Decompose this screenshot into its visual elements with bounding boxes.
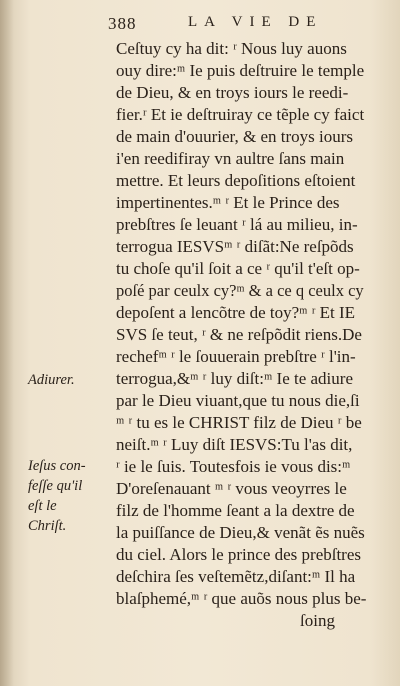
gutter-shadow: [0, 0, 14, 686]
text-line: deſchira ſes veſtemẽtz,diſant:ᵐ Il ha: [116, 567, 356, 586]
text-line: de main d'ouurier, & en troys iours: [116, 127, 354, 146]
text-line: neiſt.ᵐ ʳ Luy diſt IESVS:Tu l'as dit,: [116, 435, 353, 454]
margin-note-line: Ieſus con-: [28, 458, 86, 474]
text-line: prebſtres ſe leuant ʳ lá au milieu, in-: [116, 215, 358, 234]
text-line: ᵐ ʳ tu es le CHRIST filz de Dieu ʳ be: [116, 413, 362, 432]
text-line: terrogua,&ᵐ ʳ luy diſt:ᵐ Ie te adiure: [116, 369, 353, 388]
text-line: fier.ʳ Et ie deſtruiray ce tẽple cy faict: [116, 105, 365, 124]
catchword: ſoing: [300, 611, 335, 630]
text-line: la puiſſance de Dieu,& venãt ẽs nuẽs: [116, 523, 365, 542]
text-line: du ciel. Alors le prince des prebſtres: [116, 545, 362, 564]
text-line: SVS ſe teut, ʳ & ne reſpõdit riens.De: [116, 325, 362, 344]
text-line: impertinentes.ᵐ ʳ Et le Prince des: [116, 193, 340, 212]
text-line: Ceſtuy cy ha dit: ʳ Nous luy auons: [116, 39, 347, 58]
text-line: rechefᵐ ʳ le ſouuerain prebſtre ʳ l'in-: [116, 347, 356, 366]
running-title: LA VIE DE: [188, 14, 323, 30]
page-header: [108, 14, 360, 36]
text-line: blaſphemé,ᵐ ʳ que auõs nous plus be-: [116, 589, 367, 608]
text-line: terrogua IESVSᵐ ʳ diſãt:Ne reſpõds: [116, 237, 354, 256]
text-line: tu choſe qu'il ſoit a ce ʳ qu'il t'eſt op-: [116, 259, 360, 278]
text-line: par le Dieu viuant,que tu nous die,ſi: [116, 391, 360, 410]
text-line: D'oreſenauant ᵐ ʳ vous veoyrres le: [116, 479, 347, 498]
margin-note-line: eſt le: [28, 498, 57, 514]
text-line: mettre. Et leurs depoſitions eſtoient: [116, 171, 356, 190]
margin-note-line: feſſe qu'il: [28, 478, 83, 494]
text-line: i'en reedifiray vn aultre ſans main: [116, 149, 345, 168]
page-number: 388: [108, 14, 137, 33]
text-line: depoſent a lencõtre de toy?ᵐ ʳ Et IE: [116, 303, 356, 322]
margin-note-line: Chriſt.: [28, 518, 67, 534]
text-line: de Dieu, & en troys iours le reedi-: [116, 83, 349, 102]
text-line: filz de l'homme ſeant a la dextre de: [116, 501, 355, 520]
text-line: ouy dire:ᵐ Ie puis deſtruire le temple: [116, 61, 365, 80]
margin-note-adiurer: Adiurer.: [28, 372, 75, 388]
text-line: ʳ ie le ſuis. Toutesfois ie vous dis:ᵐ: [116, 457, 351, 476]
text-line: poſé par ceulx cy?ᵐ & a ce q ceulx cy: [116, 281, 364, 300]
